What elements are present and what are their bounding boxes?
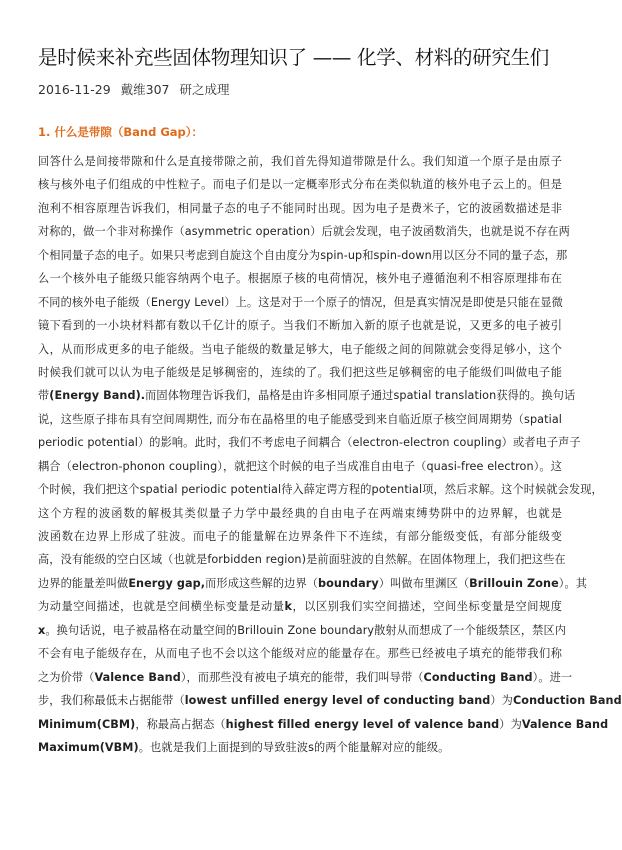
paragraph-line [38,642,562,665]
text-run: 核与核外电子们组成的中性粒子。而电子们是以一定概率形式分布在类似轨道的核外电子云上的。但是 [38,178,562,192]
text-run: 个相同量子态的电子。如果只考虑到自旋这个自由度分为spin-up和spin-down用以区分不同的量子态，那 [38,248,568,262]
text-run: 边界的能量差叫做 [38,576,129,590]
text-run: ）为 [490,694,513,708]
paragraph-line [38,502,562,525]
text-run: 不会有电子能级存在，从而电子也不会以这个能级对应的能量存在。那些已经被电子填充的能带我们称 [38,647,562,661]
source-account[interactable]: 研之成理 [179,82,230,97]
bold-term: k [284,600,293,614]
bold-term: Conducting Band [423,670,533,684]
paragraph-line [38,431,581,454]
paragraph-line [38,736,562,759]
text-run: 不同的核外电子能级（Energy Level）上。这是对于一个原子的情况，但是真实情况是即使是只能在显微 [38,295,563,309]
paragraph-line [38,408,562,431]
text-run: 泡利不相容原理告诉我们，相同量子态的电子不能同时出现。因为电子是费米子，它的波函数描述是非 [38,201,562,215]
bold-term: Valence Band [94,670,181,684]
text-run: 这个方程的波函数的解极其类似量子力学中最经典的自由电子在两端束缚势阱中的边界解，也就是 [38,506,562,520]
paragraph-line [38,689,622,712]
text-run: 说，这些原子排布具有空间周期性, 而分布在晶格里的电子能感受到来自临近原子核空间周期势（spatial [38,412,562,426]
text-run: 为动量空间描述，也就是空间横坐标变量是动量 [38,600,285,614]
article-title: 是时候来补充些固体物理知识了 —— 化学、材料的研究生们 [38,46,549,69]
paragraph-line [38,384,576,407]
bold-term: boundary [318,576,379,590]
bold-term: highest filled energy level of valence band [225,717,500,731]
paragraph-line [38,619,567,642]
text-run: 耦合（electron-phonon coupling），就把这个时候的电子当成准自由电子（quasi-free electron）。这 [38,459,562,473]
paragraph-line [38,666,573,689]
paragraph-line [38,361,562,384]
text-run: ）。进一 [532,670,573,684]
paragraph-line [38,150,562,173]
text-run: 步，我们称最低未占据能带（ [38,694,185,708]
paragraph-line [38,197,562,220]
paragraph-line [38,291,562,314]
section-heading [38,124,203,140]
bold-term: lowest unfilled energy level of conducting band [184,694,491,708]
article-body [38,150,622,759]
paragraph-line [38,220,570,243]
text-run: 入，从而形成更多的电子能级。当电子能级的数量足够大，电子能级之间的间隙就会变得足够小，这个 [38,342,562,356]
bold-term: Conduction Band [512,694,622,708]
author-name[interactable]: 戴维307 [120,82,170,97]
text-run: 镜下看到的一小块材料都有数以千亿计的原子。当我们不断加入新的原子也就是说，又更多的电子被引 [38,319,562,333]
bold-term: Energy gap, [128,576,206,590]
text-run: 回答什么是间接带隙和什么是直接带隙之前，我们首先得知道带隙是什么。我们知道一个原子是由原子 [38,155,562,168]
text-run: 个时候，我们把这个spatial periodic potential待入薛定谔方程的potential项，然后求解。这个时候就会发现， [38,483,603,497]
bold-term: Valence Band [521,717,609,731]
text-run: ），而那些没有被电子填充的能带，我们叫导带（ [180,670,424,684]
paragraph-line [38,314,562,337]
text-run: ）叫做布里渊区（ [378,576,470,590]
bold-term: Maximum(VBM) [38,740,139,754]
text-run: 之为价带（ [38,670,95,684]
bold-term: Minimum(CBM) [38,717,136,731]
bold-term: (Energy Band). [49,389,146,403]
text-run: 。也就是我们上面提到的导致驻波s的两个能量解对应的能级。 [138,740,450,754]
text-run: ，以区别我们实空间描述，空间坐标变量是空间规度 [292,600,562,614]
article-meta [38,80,236,98]
paragraph-line [38,572,588,595]
text-run: periodic potential）的影响。此时，我们不考虑电子间耦合（electron-electron coupling）或者电子声子 [38,436,581,450]
bold-term: x [38,623,46,637]
paragraph-line [38,455,562,478]
paragraph-line [38,713,609,736]
paragraph-line [38,478,603,501]
text-run: 么一个核外电子能级只能容纳两个电子。根据原子核的电荷情况，核外电子遵循泡利不相容原理排布在 [38,272,562,286]
publish-date: 2016-11-29 [38,82,111,97]
text-run: ，称最高占据态（ [135,717,226,731]
text-run: 对称的，做一个非对称操作（asymmetric operation）后就会发现，电子波函数消失，也就是说不存在两 [38,225,570,239]
text-run: ）为 [499,717,522,731]
text-run: 波函数在边界上形成了驻波。而电子的能量解在边界条件下不连续，有部分能级变低，有部分能级变 [38,530,562,543]
paragraph-line [38,338,562,361]
text-run: 而固体物理告诉我们，晶格是由许多相同原子通过spatial translation获得的。换句话 [145,389,576,403]
text-run: 而形成这些解的边界（ [205,576,319,590]
paragraph-line [38,244,568,267]
text-run: 带 [38,389,50,403]
text-run: 时候我们就可以认为电子能级是足够稠密的，连续的了。我们把这些足够稠密的电子能级们叫做电子能 [38,365,562,379]
paragraph-line [38,548,566,571]
text-run: 高，没有能级的空白区域（也就是forbidden region)是前面驻波的自然解。在固体物理上，我们把这些在 [38,553,566,567]
text-run: ）。其 [558,576,588,590]
section-heading-text: 1. 什么是带隙（Band Gap）： [38,125,204,139]
text-run: 。换句话说，电子被晶格在动量空间的Brillouin Zone boundary散射从而想成了一个能级禁区，禁区内 [45,623,567,637]
paragraph-line [38,525,562,548]
paragraph-line [38,173,562,196]
paragraph-line [38,267,562,290]
paragraph-line [38,595,562,618]
bold-term: Brillouin Zone [469,576,559,590]
